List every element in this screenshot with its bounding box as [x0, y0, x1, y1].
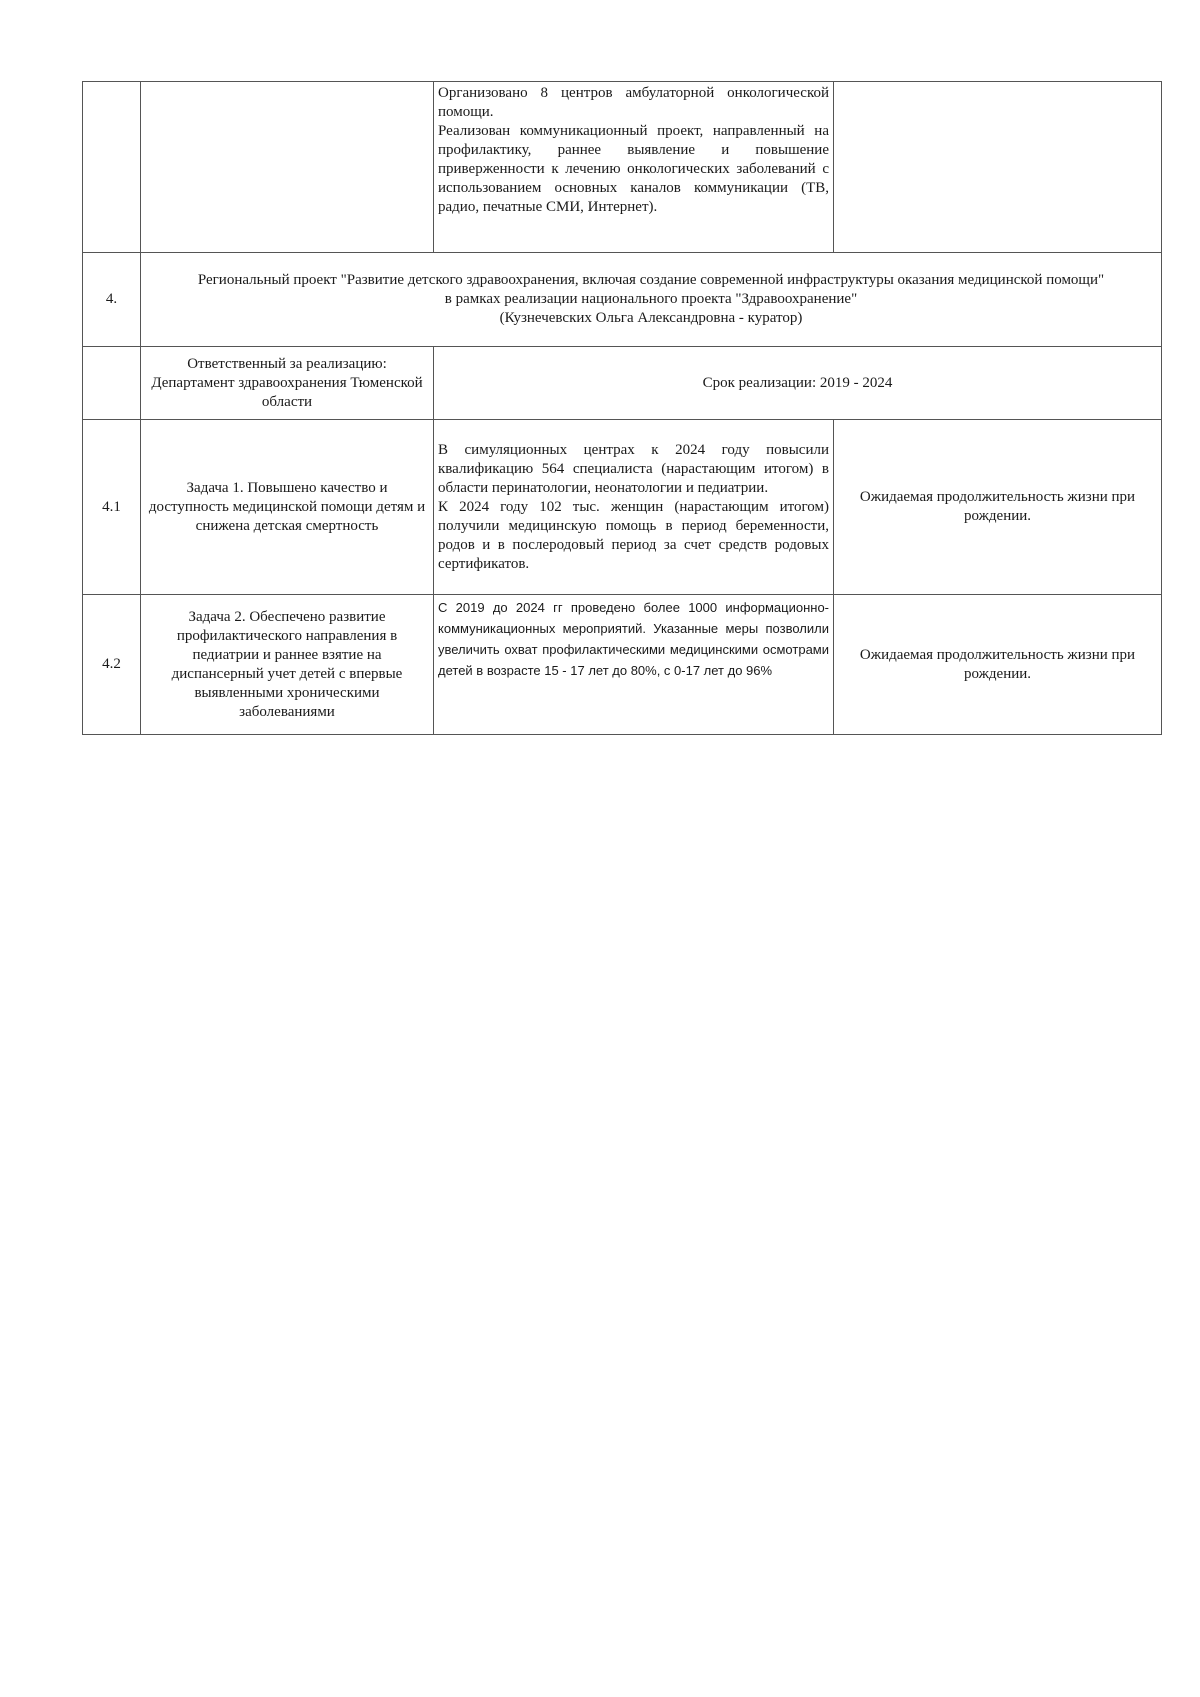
project-title: Региональный проект "Развитие детского здравоохранения, включая создание современной инфраструктуры оказания медицинской помощи" — [197, 272, 1105, 288]
cell-period: Срок реализации: 2019 - 2024 — [434, 347, 1162, 420]
cell-responsible: Ответственный за реализацию: Департамент здравоохранения Тюменской области — [141, 347, 434, 420]
cell-task-indicator: Ожидаемая продолжительность жизни при рождении. — [834, 420, 1162, 595]
cell-indicator-empty — [834, 82, 1162, 253]
cell-result-continuation — [434, 82, 834, 253]
cell-project-title — [141, 253, 1162, 347]
cell-number-empty — [83, 82, 141, 253]
cell-task-result — [434, 420, 834, 595]
cell-task-number: 4.1 — [83, 420, 141, 595]
cell-task-description: Задача 2. Обеспечено развитие профилактического направления в педиатрии и раннее взятие на диспансерный учет детей с впервые выявленными хроническими заболеваниями — [141, 595, 434, 735]
projects-table — [82, 81, 1162, 735]
result-paragraph: Реализован коммуникационный проект, направленный на профилактику, раннее выявление и повышение приверженности к лечению онкологических заболеваний с использованием основных каналов коммуникации (ТВ, радио, печатные СМИ, Интернет). — [438, 123, 829, 215]
result-paragraph: В симуляционных центрах к 2024 году повысили квалификацию 564 специалиста (нарастающим итогом) в области перинатологии, неонатологии и педиатрии. — [438, 441, 829, 496]
cell-task-empty — [141, 82, 434, 253]
project-subtitle: в рамках реализации национального проекта "Здравоохранение" — [444, 291, 858, 307]
result-paragraph: К 2024 году 102 тыс. женщин (нарастающим итогом) получили медицинскую помощь в период беременности, родов и в послеродовый период за счет средств родовых сертификатов. — [438, 498, 829, 572]
cell-project-number: 4. — [83, 253, 141, 347]
cell-task-description: Задача 1. Повышено качество и доступность медицинской помощи детям и снижена детская смертность — [141, 420, 434, 595]
cell-task-indicator: Ожидаемая продолжительность жизни при рождении. — [834, 595, 1162, 735]
result-paragraph: Организовано 8 центров амбулаторной онкологической помощи. — [438, 85, 829, 120]
table-row-project — [83, 253, 1162, 347]
table-row-responsible — [83, 347, 1162, 420]
table-row-task — [83, 420, 1162, 595]
project-curator: (Кузнечевских Ольга Александровна - куратор) — [499, 310, 803, 326]
cell-number-empty — [83, 347, 141, 420]
cell-task-number: 4.2 — [83, 595, 141, 735]
table-row-continuation — [83, 82, 1162, 253]
cell-task-result: С 2019 до 2024 гг проведено более 1000 информационно-коммуникационных мероприятий. Указанные меры позволили увеличить охват профилактическими медицинскими осмотрами детей в возрасте 15 - 17 лет до 80%, с 0-17 лет до 96% — [434, 595, 834, 735]
table-row-task — [83, 595, 1162, 735]
